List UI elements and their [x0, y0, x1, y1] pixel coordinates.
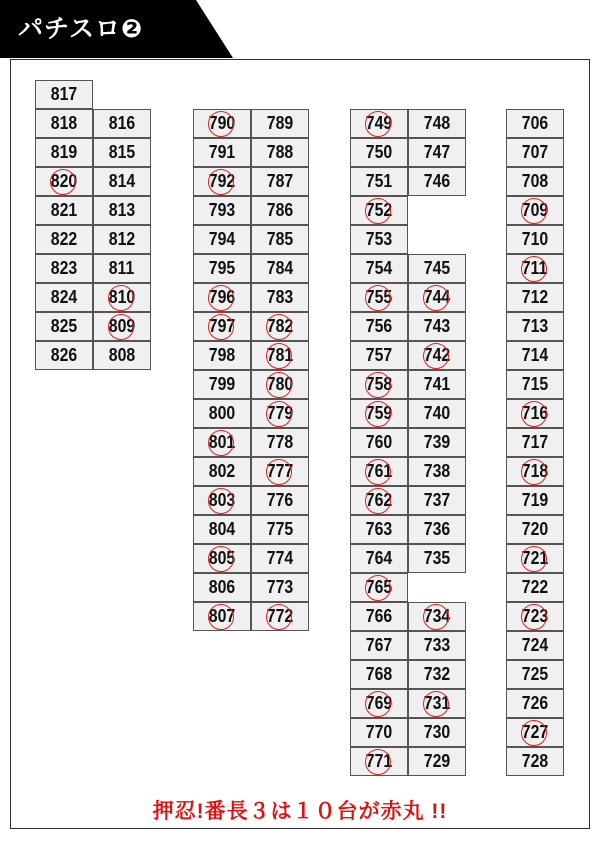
machine-cell	[350, 428, 408, 457]
machine-number: 745	[423, 258, 451, 278]
machine-number: 795	[208, 258, 236, 278]
machine-number: 792	[208, 171, 236, 191]
machine-cell	[251, 515, 309, 544]
machine-number: 707	[521, 142, 549, 162]
machine-cell	[350, 370, 408, 399]
machine-cell	[506, 486, 564, 515]
machine-number: 752	[365, 200, 393, 220]
machine-number: 708	[521, 171, 549, 191]
machine-number: 787	[266, 171, 294, 191]
machine-cell	[506, 515, 564, 544]
machine-cell	[506, 109, 564, 138]
machine-number: 815	[108, 142, 136, 162]
machine-number: 722	[521, 577, 549, 597]
machine-number: 709	[521, 200, 549, 220]
machine-cell	[408, 602, 466, 631]
machine-number: 824	[50, 287, 78, 307]
machine-cell	[506, 631, 564, 660]
machine-cell	[193, 167, 251, 196]
machine-cell	[350, 341, 408, 370]
machine-cell	[251, 283, 309, 312]
machine-cell	[408, 109, 466, 138]
machine-cell	[408, 341, 466, 370]
machine-cell	[506, 428, 564, 457]
machine-number: 734	[423, 606, 451, 626]
machine-cell	[35, 341, 93, 370]
machine-cell	[408, 399, 466, 428]
machine-number: 729	[423, 751, 451, 771]
machine-number: 808	[108, 345, 136, 365]
machine-cell	[506, 254, 564, 283]
machine-number: 727	[521, 722, 549, 742]
machine-number: 757	[365, 345, 393, 365]
machine-cell	[350, 631, 408, 660]
machine-number: 773	[266, 577, 294, 597]
machine-number: 706	[521, 113, 549, 133]
machine-number: 794	[208, 229, 236, 249]
machine-cell	[350, 399, 408, 428]
machine-cell	[251, 399, 309, 428]
machine-number: 819	[50, 142, 78, 162]
machine-cell	[35, 138, 93, 167]
machine-number: 812	[108, 229, 136, 249]
machine-number: 820	[50, 171, 78, 191]
machine-cell	[193, 283, 251, 312]
floor-map	[10, 59, 590, 829]
machine-cell	[506, 370, 564, 399]
machine-cell	[193, 109, 251, 138]
machine-number: 784	[266, 258, 294, 278]
machine-cell	[506, 312, 564, 341]
machine-cell	[350, 167, 408, 196]
machine-cell	[193, 196, 251, 225]
machine-number: 798	[208, 345, 236, 365]
machine-number: 737	[423, 490, 451, 510]
machine-number: 711	[522, 258, 548, 278]
machine-cell	[193, 544, 251, 573]
machine-number: 718	[521, 461, 549, 481]
machine-cell	[35, 109, 93, 138]
machine-cell	[93, 196, 151, 225]
machine-cell	[193, 341, 251, 370]
machine-cell	[408, 283, 466, 312]
machine-cell	[193, 225, 251, 254]
machine-cell	[350, 747, 408, 776]
machine-cell	[506, 138, 564, 167]
machine-number: 756	[365, 316, 393, 336]
machine-cell	[350, 602, 408, 631]
machine-number: 790	[208, 113, 236, 133]
machine-cell	[251, 196, 309, 225]
machine-number: 822	[50, 229, 78, 249]
machine-number: 765	[365, 577, 393, 597]
machine-cell	[350, 573, 408, 602]
machine-cell	[506, 225, 564, 254]
machine-cell	[193, 457, 251, 486]
machine-number: 766	[365, 606, 393, 626]
machine-cell	[251, 457, 309, 486]
machine-number: 763	[365, 519, 393, 539]
machine-cell	[506, 689, 564, 718]
machine-number: 735	[423, 548, 451, 568]
machine-cell	[506, 283, 564, 312]
machine-cell	[193, 428, 251, 457]
machine-number: 754	[365, 258, 393, 278]
machine-number: 710	[521, 229, 549, 249]
machine-number: 783	[266, 287, 294, 307]
machine-number: 738	[423, 461, 451, 481]
machine-number: 771	[365, 751, 393, 771]
machine-cell	[35, 283, 93, 312]
machine-number: 818	[50, 113, 78, 133]
machine-number: 753	[365, 229, 393, 249]
machine-cell	[251, 370, 309, 399]
machine-number: 806	[208, 577, 236, 597]
machine-cell	[408, 747, 466, 776]
machine-number: 803	[208, 490, 236, 510]
machine-number: 751	[365, 171, 393, 191]
machine-number: 809	[108, 316, 136, 336]
machine-cell	[35, 312, 93, 341]
machine-cell	[506, 602, 564, 631]
machine-cell	[93, 225, 151, 254]
machine-number: 762	[365, 490, 393, 510]
machine-cell	[506, 747, 564, 776]
machine-cell	[350, 283, 408, 312]
machine-number: 811	[109, 258, 135, 278]
machine-cell	[408, 312, 466, 341]
machine-cell	[93, 283, 151, 312]
machine-number: 804	[208, 519, 236, 539]
machine-number: 732	[423, 664, 451, 684]
machine-cell	[93, 167, 151, 196]
machine-number: 776	[266, 490, 294, 510]
machine-number: 715	[521, 374, 549, 394]
machine-number: 723	[521, 606, 549, 626]
machine-number: 741	[423, 374, 451, 394]
machine-number: 758	[365, 374, 393, 394]
machine-number: 780	[266, 374, 294, 394]
machine-number: 801	[208, 432, 236, 452]
machine-number: 807	[208, 606, 236, 626]
machine-number: 826	[50, 345, 78, 365]
machine-cell	[35, 167, 93, 196]
machine-cell	[251, 109, 309, 138]
machine-cell	[506, 718, 564, 747]
machine-cell	[251, 225, 309, 254]
machine-cell	[193, 399, 251, 428]
machine-cell	[93, 254, 151, 283]
machine-cell	[193, 602, 251, 631]
machine-cell	[251, 544, 309, 573]
machine-cell	[408, 515, 466, 544]
machine-number: 746	[423, 171, 451, 191]
machine-number: 797	[208, 316, 236, 336]
machine-number: 731	[423, 693, 451, 713]
machine-number: 791	[208, 142, 236, 162]
machine-cell	[506, 399, 564, 428]
machine-cell	[35, 196, 93, 225]
machine-cell	[506, 457, 564, 486]
machine-cell	[506, 167, 564, 196]
machine-number: 717	[521, 432, 549, 452]
machine-number: 768	[365, 664, 393, 684]
machine-cell	[408, 428, 466, 457]
machine-cell	[408, 370, 466, 399]
machine-number: 799	[208, 374, 236, 394]
machine-number: 777	[266, 461, 294, 481]
machine-number: 781	[266, 345, 294, 365]
machine-number: 769	[365, 693, 393, 713]
machine-cell	[408, 254, 466, 283]
machine-cell	[350, 718, 408, 747]
machine-cell	[350, 196, 408, 225]
machine-cell	[506, 660, 564, 689]
machine-cell	[408, 457, 466, 486]
machine-number: 810	[108, 287, 136, 307]
machine-cell	[350, 138, 408, 167]
machine-cell	[408, 689, 466, 718]
machine-cell	[408, 167, 466, 196]
machine-number: 712	[521, 287, 549, 307]
machine-number: 767	[365, 635, 393, 655]
machine-cell	[193, 515, 251, 544]
machine-cell	[93, 138, 151, 167]
machine-cell	[35, 225, 93, 254]
machine-number: 755	[365, 287, 393, 307]
footer-note: 押忍!番長３は１０台が赤丸 !!	[152, 800, 448, 823]
machine-cell	[408, 718, 466, 747]
machine-number: 743	[423, 316, 451, 336]
machine-cell	[251, 312, 309, 341]
machine-number: 721	[521, 548, 549, 568]
machine-number: 739	[423, 432, 451, 452]
machine-cell	[93, 312, 151, 341]
machine-number: 725	[521, 664, 549, 684]
machine-cell	[251, 428, 309, 457]
machine-number: 724	[521, 635, 549, 655]
machine-number: 817	[50, 84, 78, 104]
machine-cell	[408, 138, 466, 167]
machine-number: 796	[208, 287, 236, 307]
machine-number: 782	[266, 316, 294, 336]
machine-cell	[350, 254, 408, 283]
machine-number: 802	[208, 461, 236, 481]
machine-number: 747	[423, 142, 451, 162]
machine-cell	[350, 544, 408, 573]
machine-number: 749	[365, 113, 393, 133]
machine-number: 788	[266, 142, 294, 162]
machine-number: 775	[266, 519, 294, 539]
machine-number: 789	[266, 113, 294, 133]
machine-number: 821	[50, 200, 78, 220]
machine-number: 800	[208, 403, 236, 423]
machine-cell	[251, 254, 309, 283]
machine-number: 759	[365, 403, 393, 423]
machine-number: 785	[266, 229, 294, 249]
machine-number: 793	[208, 200, 236, 220]
machine-cell	[193, 486, 251, 515]
machine-number: 825	[50, 316, 78, 336]
machine-cell	[193, 254, 251, 283]
machine-number: 760	[365, 432, 393, 452]
machine-cell	[193, 370, 251, 399]
machine-cell	[506, 341, 564, 370]
machine-cell	[350, 109, 408, 138]
machine-cell	[251, 167, 309, 196]
machine-cell	[506, 573, 564, 602]
machine-cell	[35, 80, 93, 109]
machine-number: 713	[521, 316, 549, 336]
machine-cell	[193, 312, 251, 341]
machine-number: 772	[266, 606, 294, 626]
machine-cell	[193, 138, 251, 167]
machine-cell	[93, 109, 151, 138]
machine-number: 770	[365, 722, 393, 742]
machine-number: 744	[423, 287, 451, 307]
machine-number: 719	[521, 490, 549, 510]
machine-number: 786	[266, 200, 294, 220]
machine-number: 728	[521, 751, 549, 771]
machine-number: 778	[266, 432, 294, 452]
machine-number: 742	[423, 345, 451, 365]
machine-cell	[350, 225, 408, 254]
machine-number: 805	[208, 548, 236, 568]
machine-number: 779	[266, 403, 294, 423]
machine-cell	[408, 631, 466, 660]
machine-number: 736	[423, 519, 451, 539]
machine-cell	[350, 660, 408, 689]
machine-number: 716	[521, 403, 549, 423]
machine-cell	[506, 544, 564, 573]
machine-cell	[350, 457, 408, 486]
machine-number: 774	[266, 548, 294, 568]
machine-number: 823	[50, 258, 78, 278]
machine-number: 730	[423, 722, 451, 742]
machine-cell	[251, 573, 309, 602]
machine-number: 761	[365, 461, 393, 481]
machine-cell	[251, 341, 309, 370]
machine-cell	[408, 486, 466, 515]
machine-cell	[193, 573, 251, 602]
machine-cell	[408, 660, 466, 689]
machine-cell	[350, 486, 408, 515]
machine-cell	[506, 196, 564, 225]
machine-number: 814	[108, 171, 136, 191]
machine-cell	[408, 544, 466, 573]
machine-cell	[251, 602, 309, 631]
machine-number: 813	[108, 200, 136, 220]
machine-number: 720	[521, 519, 549, 539]
machine-number: 764	[365, 548, 393, 568]
machine-cell	[35, 254, 93, 283]
machine-cell	[93, 341, 151, 370]
machine-cell	[350, 515, 408, 544]
machine-number: 816	[108, 113, 136, 133]
machine-number: 726	[521, 693, 549, 713]
machine-number: 714	[521, 345, 549, 365]
machine-number: 750	[365, 142, 393, 162]
page-title: パチスロ❷	[18, 15, 144, 43]
machine-number: 740	[423, 403, 451, 423]
machine-number: 733	[423, 635, 451, 655]
machine-cell	[350, 312, 408, 341]
machine-cell	[251, 486, 309, 515]
machine-cell	[251, 138, 309, 167]
machine-cell	[350, 689, 408, 718]
machine-number: 748	[423, 113, 451, 133]
